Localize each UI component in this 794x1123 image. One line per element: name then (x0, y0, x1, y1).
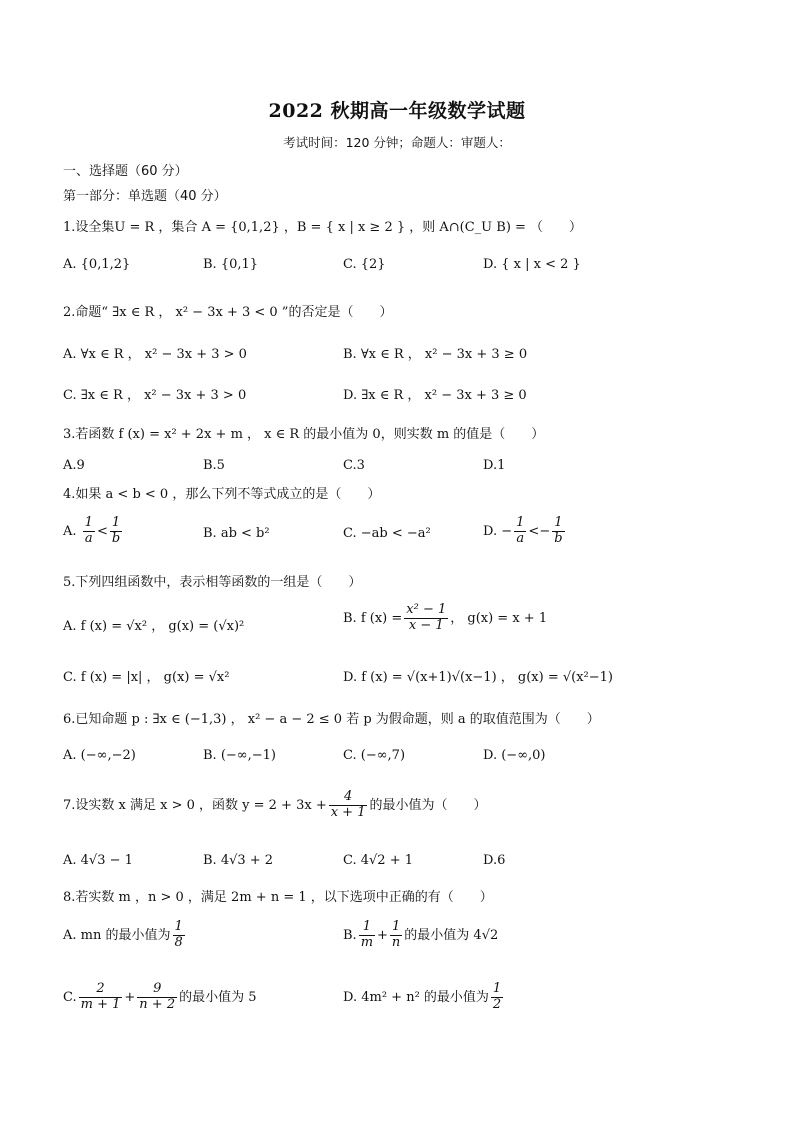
q6-option-d: D. (−∞,0) (483, 748, 546, 763)
q7-option-b: B. 4√3 + 2 (203, 853, 274, 868)
question-2: 2.命题“ ∃x ∈ R ， x² − 3x + 3 < 0 ”的否定是（ ） (63, 305, 393, 320)
exam-info: 考试时间：120 分钟；命题人：审题人： (283, 135, 511, 150)
q6-option-b: B. (−∞,−1) (203, 748, 276, 763)
q8-option-c: C. $\frac{2}{m + 1}$ + $\frac{9}{n + 2}$ 的最小值为 5 (63, 981, 257, 1012)
subsection-heading: 第一部分：单选题（40 分） (63, 189, 227, 204)
q8-option-d (343, 982, 505, 1013)
question-6: 6.已知命题 p : ∃x ∈ (−1,3) ， x² − a − 2 ≤ 0 若 p 为假命题，则 a 的取值范围为（ ） (63, 712, 600, 727)
q5-option-b: B. f (x) = $\frac{\text{x² − 1}}{x - 1}$ ， g(x) = x + 1 (343, 602, 548, 633)
q6-option-a: A. (−∞,−2) (63, 748, 136, 763)
q1-option-d: D. { x | x < 2 } (483, 257, 581, 272)
question-5: 5.下列四组函数中，表示相等函数的一组是（ ） (63, 575, 362, 590)
fraction: $\frac{\text{x² − 1}}{x - 1}$ (406, 602, 447, 633)
q1-option-a: A. {0,1,2} (63, 257, 131, 272)
q4-option-c: C. −ab < −a² (343, 526, 431, 541)
q8-option-d-label: D. 4m² + n² 的最小值为 (343, 989, 489, 1005)
fraction: $\frac{1}{b}$ (111, 515, 121, 546)
q5-option-b-label: B. f (x) = (343, 610, 403, 626)
q5-option-a: A. f (x) = √x² ， g(x) = (√x)² (63, 619, 245, 634)
fraction: $\frac{1}{m}$ (360, 919, 374, 950)
question-3: 3.若函数 f (x) = x² + 2x + m ， x ∈ R 的最小值为 0，则实数 m 的值是（ ） (63, 427, 545, 442)
q6-option-c: C. (−∞,7) (343, 748, 406, 763)
q2-option-c: C. ∃x ∈ R ， x² − 3x + 3 > 0 (63, 388, 247, 403)
fraction: $\frac{1}{n}$ (391, 919, 401, 950)
q4-option-b: B. ab < b² (203, 526, 270, 541)
q4-option-a: A. $\frac{1}{a}$ < $\frac{1}{b}$ (63, 515, 121, 546)
q2-option-d: D. ∃x ∈ R ， x² − 3x + 3 ≥ 0 (343, 388, 527, 403)
q8-option-a-label: A. mn 的最小值为 (63, 927, 171, 943)
q2-option-b: B. ∀x ∈ R ， x² − 3x + 3 ≥ 0 (343, 347, 528, 362)
question-4: 4.如果 a < b < 0 ，那么下列不等式成立的是（ ） (63, 487, 381, 502)
q8-option-b: B. $\frac{1}{m}$ + $\frac{1}{n}$ 的最小值为 4√2 (343, 919, 499, 950)
q3-option-d: D.1 (483, 458, 506, 473)
question-7: 7.设实数 x 满足 x > 0 ，函数 y = 2 + 3x + $\frac{4}{x + 1}$ 的最小值为（ ） (63, 789, 487, 820)
fraction: $\frac{2}{m + 1}$ (80, 981, 121, 1012)
question-8: 8.若实数 m ，n > 0 ，满足 2m + n = 1 ，以下选项中正确的有（ ） (63, 890, 493, 905)
fraction: $\frac{1}{a}$ (516, 515, 525, 546)
q1-option-c: C. {2} (343, 257, 386, 272)
q2-option-a: A. ∀x ∈ R ， x² − 3x + 3 > 0 (63, 347, 247, 362)
q8-option-c-label: C. (63, 989, 77, 1005)
fraction: $\frac{1}{a}$ (84, 515, 93, 546)
q5-option-c: C. f (x) = |x| ， g(x) = √x² (63, 670, 230, 685)
q3-option-c: C.3 (343, 458, 365, 473)
q8-option-b-label: B. (343, 927, 357, 943)
fraction: $\frac{1}{b}$ (554, 515, 563, 546)
q5-option-d: D. f (x) = √(x+1)√(x−1) ， g(x) = √(x²−1) (343, 670, 613, 685)
q1-option-b: B. {0,1} (203, 257, 259, 272)
q3-option-b: B.5 (203, 458, 225, 473)
q4-option-d-label: D. − (483, 523, 513, 539)
q8-option-a (63, 920, 187, 951)
fraction: $\frac{1}{2}$ (492, 981, 502, 1012)
page-title: 2022 秋期高一年级数学试题 (268, 100, 526, 122)
q7-option-c: C. 4√2 + 1 (343, 853, 414, 868)
question-1: 1.设全集U = R ，集合 A = {0,1,2} ，B = { x | x ≥ 2 } ，则 A∩(C_U B) = （ ） (63, 220, 583, 235)
q4-option-d: D. − $\frac{1}{a}$ <− $\frac{1}{b}$ (483, 515, 563, 546)
q7-option-a: A. 4√3 − 1 (63, 853, 133, 868)
q4-option-a-label: A. (63, 523, 77, 539)
section-heading: 一、选择题（60 分） (63, 164, 188, 179)
q7-option-d: D.6 (483, 853, 506, 868)
fraction: $\frac{9}{n + 2}$ (139, 981, 176, 1012)
fraction: $\frac{1}{8}$ (174, 919, 183, 950)
q3-option-a: A.9 (63, 458, 85, 473)
fraction: $\frac{4}{x + 1}$ (330, 789, 366, 820)
